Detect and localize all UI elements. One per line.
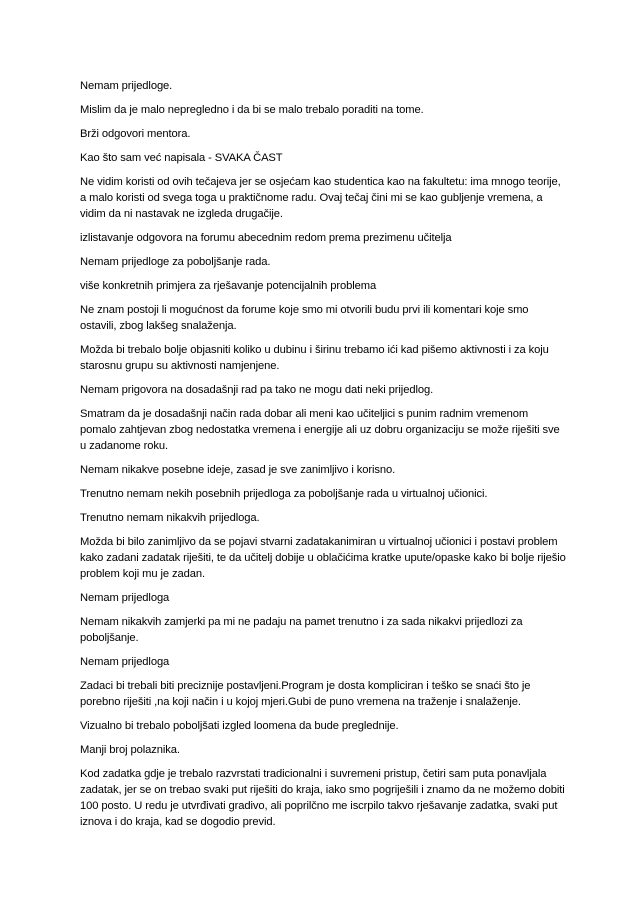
paragraph-2: Mislim da je malo nepregledno i da bi se malo trebalo poraditi na tome. bbox=[80, 104, 424, 116]
paragraph-17: Nemam prijedloga bbox=[80, 592, 170, 604]
paragraph-3: Brži odgovori mentora. bbox=[80, 128, 191, 140]
paragraph-22: Manji broj polaznika. bbox=[80, 744, 180, 756]
document-page bbox=[80, 78, 566, 838]
paragraph-15: Trenutno nemam nikakvih prijedloga. bbox=[80, 512, 260, 524]
paragraph-10: Možda bi trebalo bolje objasniti koliko u dubinu i širinu trebamo ići kad pišemo aktivnosti i za koju starosnu grupu su aktivnosti namjenjene. bbox=[80, 344, 549, 372]
paragraph-6: izlistavanje odgovora na forumu abecednim redom prema prezimenu učitelja bbox=[80, 232, 452, 244]
paragraph-11: Nemam prigovora na dosadašnji rad pa tako ne mogu dati neki prijedlog. bbox=[80, 384, 434, 396]
paragraph-21: Vizualno bi trebalo poboljšati izgled loomena da bude preglednije. bbox=[80, 720, 399, 732]
paragraph-14: Trenutno nemam nekih posebnih prijedloga za poboljšanje rada u virtualnoj učionici. bbox=[80, 488, 488, 500]
paragraph-12: Smatram da je dosadašnji način rada dobar ali meni kao učiteljici s punim radnim vremenom pomalo zahtjevan zbog nedostatka vremena i energije ali uz dobru organizaciju se može riješiti sve u zadanome roku. bbox=[80, 408, 560, 452]
paragraph-18: Nemam nikakvih zamjerki pa mi ne padaju na pamet trenutno i za sada nikakvi prijedlozi za poboljšanje. bbox=[80, 616, 523, 644]
paragraph-19: Nemam prijedloga bbox=[80, 656, 170, 668]
paragraph-1: Nemam prijedloge. bbox=[80, 80, 173, 92]
paragraph-13: Nemam nikakve posebne ideje, zasad je sve zanimljivo i korisno. bbox=[80, 464, 396, 476]
paragraph-9: Ne znam postoji li mogućnost da forume koje smo mi otvorili budu prvi ili komentari koje smo ostavili, zbog lakšeg snalaženja. bbox=[80, 304, 529, 332]
paragraph-7: Nemam prijedloge za poboljšanje rada. bbox=[80, 256, 271, 268]
paragraph-20: Zadaci bi trebali biti preciznije postavljeni.Program je dosta kompliciran i teško se snaći što je porebno riješiti ,na koji način i u kojoj mjeri.Gubi de puno vremena na traženje i snalaženje. bbox=[80, 680, 531, 708]
paragraph-5: Ne vidim koristi od ovih tečajeva jer se osjećam kao studentica kao na fakultetu: ima mnogo teorije, a malo koristi od svega toga u praktičnome radu. Ovaj tečaj čini mi se kao gubljenje vremena, a vidim da ni nastavak ne izgleda drugačije. bbox=[80, 176, 561, 220]
paragraph-8: više konkretnih primjera za rješavanje potencijalnih problema bbox=[80, 280, 377, 292]
paragraph-23: Kod zadatka gdje je trebalo razvrstati tradicionalni i suvremeni pristup, četiri sam puta ponavljala zadatak, jer se on trebao svaki put riješiti do kraja, iako smo pogriješili i znamo da ne možemo dobiti 100 posto. U redu je utvrđivati gradivo, ali poprilčno me iscrpilo takvo rješavanje zadatka, svaki put iznova i do kraja, kad se dogodio previd. bbox=[80, 768, 565, 828]
paragraph-4: Kao što sam već napisala - SVAKA ČAST bbox=[80, 152, 283, 164]
paragraph-16: Možda bi bilo zanimljivo da se pojavi stvarni zadatakanimiran u virtualnoj učionici i postavi problem kako zadani zadatak riješiti, te da učitelj dobije u oblačićima kratke upute/opaske kako bi bolje riješio problem koji mu je zadan. bbox=[80, 536, 566, 580]
